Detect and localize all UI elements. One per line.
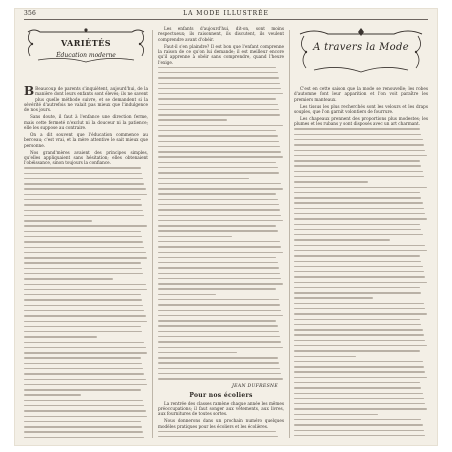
text-line [294, 245, 425, 246]
text-line [24, 299, 142, 300]
text-line [24, 236, 142, 237]
text-line [24, 284, 146, 285]
text-line [158, 209, 280, 210]
text-line [294, 292, 421, 293]
text-line [158, 93, 283, 94]
text-line [294, 334, 424, 335]
text-line [294, 139, 423, 140]
paragraph: La rentrée des classes ramène chaque année les mêmes préoccupations; il faut songer aux vêtements, aux livres, aux fournitures de toutes sortes. [158, 400, 284, 417]
text-line [24, 357, 141, 358]
text-line [294, 297, 373, 298]
text-line [24, 199, 141, 200]
text-line [294, 398, 424, 399]
text-line [294, 271, 424, 272]
text-line [158, 88, 281, 89]
text-line [24, 342, 144, 343]
text-line [294, 350, 420, 351]
right-column [294, 26, 428, 440]
text-line [24, 431, 143, 432]
text-line [294, 144, 424, 145]
text-line [294, 192, 420, 193]
illegible-text-block [158, 431, 284, 440]
paragraph: Faut-il s'en plaindre? Il est bon que l'enfant comprenne la raison de ce qu'on lui demande; il est meilleur encore qu'il apprenne à obéir sans comprendre, quand l'heure l'exige. [158, 43, 284, 65]
text-line [158, 230, 278, 231]
text-line [158, 193, 276, 194]
paragraph: B Beaucoup de parents s'inquiètent, aujourd'hui, de la manière dont leurs enfants sont élevés; ils ne savent plus quelle méthode suivre, et se demandent si la sévérité d'autrefois ne valait pas mieux que l'indulgence de nos jours. [24, 84, 148, 113]
text-line [294, 176, 424, 177]
text-line [158, 104, 278, 105]
text-line [24, 220, 92, 221]
text-line [158, 67, 276, 68]
text-line [24, 400, 143, 401]
text-line [158, 109, 279, 110]
text-line [294, 160, 420, 161]
text-line [158, 236, 232, 237]
text-line [294, 165, 421, 166]
text-line [158, 352, 237, 353]
text-line [158, 257, 276, 258]
paragraph: Les tissus les plus recherchés sont les velours et les draps souples, que l'on garnit volontiers de fourrure. [294, 103, 428, 114]
text-line [294, 382, 420, 383]
text-line [24, 173, 142, 174]
text-line [24, 336, 97, 337]
text-line [158, 215, 281, 216]
illegible-text-block [158, 67, 284, 380]
text-line [24, 278, 113, 279]
text-line [294, 419, 421, 420]
text-line [24, 241, 143, 242]
text-line [294, 408, 427, 409]
text-line [294, 202, 423, 203]
text-line [24, 225, 147, 226]
text-line [294, 239, 390, 240]
text-line [158, 151, 281, 152]
text-line [24, 326, 141, 327]
text-line [294, 266, 423, 267]
text-line [24, 405, 144, 406]
text-line [24, 305, 143, 306]
text-line [158, 373, 281, 374]
text-line [158, 220, 283, 221]
text-line [294, 435, 425, 436]
text-line [294, 208, 424, 209]
text-line [158, 98, 276, 99]
text-line [294, 150, 425, 151]
text-line [24, 289, 147, 290]
paragraph: C'est en cette saison que la mode se renouvelle; les robes d'automne font leur apparition et l'on voit paraître les premiers manteaux. [294, 86, 428, 102]
paragraph: Les enfants d'aujourd'hui, dit-on, sont moins respectueux; ils raisonnent, ils discutent, ils veulent comprendre avant d'obéir. [158, 26, 284, 42]
text-line [24, 394, 81, 395]
text-line [158, 188, 283, 189]
text-line [158, 283, 283, 284]
text-line [24, 262, 141, 263]
text-line [158, 241, 280, 242]
text-line [158, 273, 280, 274]
text-line [24, 389, 141, 390]
paragraph: Nous donnerons dans un prochain numéro quelques modèles pratiques pour les écoliers et les écolières. [158, 418, 284, 429]
text-line [294, 134, 421, 135]
text-line [24, 368, 143, 369]
text-line [294, 356, 356, 357]
text-line [294, 403, 425, 404]
text-line [158, 204, 279, 205]
text-line [158, 331, 279, 332]
text-line [294, 255, 420, 256]
text-line [158, 431, 276, 432]
text-line [294, 224, 420, 225]
text-line [158, 304, 280, 305]
column-title: VARIÉTÉS [60, 38, 112, 48]
text-line [294, 128, 420, 129]
text-line [294, 187, 427, 188]
text-line [294, 303, 424, 304]
text-line [294, 430, 424, 431]
paragraph: On a dit souvent que l'éducation commence au berceau; c'est vrai, et la mère attentive le sait mieux que personne. [24, 131, 148, 148]
text-line [158, 436, 278, 437]
text-line [294, 171, 423, 172]
text-line [294, 329, 423, 330]
text-line [158, 135, 278, 136]
text-line [158, 315, 283, 316]
text-line [294, 319, 420, 320]
text-line [24, 188, 146, 189]
text-line [24, 294, 141, 295]
text-line [158, 325, 278, 326]
text-line [24, 204, 142, 205]
text-line [158, 199, 278, 200]
text-line [158, 225, 276, 226]
illegible-text-block [294, 128, 428, 440]
text-line [294, 197, 421, 198]
text-line [158, 267, 279, 268]
text-line [158, 146, 280, 147]
text-line [24, 194, 147, 195]
ornamental-frame-icon [294, 26, 428, 82]
text-line [24, 437, 144, 438]
text-line [158, 141, 279, 142]
text-line [294, 218, 427, 219]
text-line [294, 181, 368, 182]
left-column [24, 26, 148, 440]
section-title: Pour nos écoliers [189, 391, 253, 399]
text-line [24, 310, 144, 311]
text-line [158, 357, 278, 358]
running-head [14, 8, 438, 22]
paragraph: Sans doute, il faut à l'enfance une direction ferme, mais cette fermeté n'exclut ni la douceur ni la patience; elle les suppose au contraire. [24, 114, 148, 130]
text-line [158, 310, 281, 311]
text-line [158, 278, 281, 279]
text-line [294, 308, 425, 309]
text-line [24, 363, 142, 364]
text-line [294, 377, 427, 378]
text-line [294, 387, 421, 388]
text-line [158, 320, 276, 321]
text-line [158, 125, 283, 126]
text-line [158, 347, 283, 348]
text-line [24, 331, 142, 332]
text-line [294, 345, 427, 346]
text-line [294, 371, 425, 372]
column-subtitle: Éducation moderne [56, 52, 116, 59]
text-line [158, 77, 279, 78]
text-line [294, 276, 425, 277]
text-line [294, 229, 421, 230]
magazine-page [14, 8, 438, 446]
text-line [158, 178, 249, 179]
text-line [158, 246, 281, 247]
middle-column [158, 26, 284, 440]
text-line [24, 273, 143, 274]
column-divider-right [289, 30, 290, 438]
text-line [294, 213, 425, 214]
text-line [158, 362, 279, 363]
text-line [158, 252, 283, 253]
page-number: 356 [24, 10, 37, 17]
text-line [24, 231, 141, 232]
text-line [158, 368, 280, 369]
text-line [294, 287, 420, 288]
text-line [158, 378, 283, 379]
column-divider-left [152, 30, 153, 438]
text-line [158, 167, 278, 168]
text-line [294, 414, 378, 415]
text-line [24, 247, 144, 248]
text-line [24, 252, 146, 253]
text-line [24, 167, 141, 168]
text-line [294, 361, 423, 362]
text-line [24, 321, 147, 322]
paragraph: Les chapeaux prennent des proportions plus modestes; les plumes et les rubans y sont disposés avec un art charmant. [294, 116, 428, 127]
illegible-text-block [24, 167, 148, 440]
text-line [294, 282, 427, 283]
text-line [294, 340, 425, 341]
text-line [158, 156, 283, 157]
text-line [158, 172, 279, 173]
text-line [158, 162, 276, 163]
text-line [24, 426, 142, 427]
text-line [24, 178, 143, 179]
text-line [24, 410, 146, 411]
text-line [294, 393, 423, 394]
text-line [24, 315, 146, 316]
text-line [158, 294, 216, 295]
text-line [158, 119, 227, 120]
text-line [158, 83, 280, 84]
text-line [294, 234, 423, 235]
text-line [24, 268, 142, 269]
text-line [24, 352, 147, 353]
text-line [294, 250, 427, 251]
author-signature: JEAN DUFRESNE [232, 383, 278, 389]
text-line [158, 341, 281, 342]
text-line [158, 262, 278, 263]
header-rule [24, 19, 428, 20]
text-line [294, 424, 423, 425]
paragraph: Nos grand'mères avaient des principes simples, qu'elles appliquaient sans hésitation; elles obtenaient l'obéissance, sinon toujours la confiance. [24, 149, 148, 166]
text-line [24, 421, 141, 422]
text-line [158, 114, 280, 115]
text-line [24, 384, 147, 385]
text-line [24, 183, 144, 184]
text-line [294, 324, 421, 325]
text-line [24, 379, 146, 380]
variétés-heading-frame [24, 26, 148, 82]
text-line [294, 313, 427, 314]
text-line [294, 155, 427, 156]
text-line [294, 366, 424, 367]
text-line [24, 210, 143, 211]
text-line [158, 336, 280, 337]
text-line [158, 299, 279, 300]
text-line [294, 261, 421, 262]
text-line [158, 288, 276, 289]
text-line [158, 72, 278, 73]
text-line [24, 257, 147, 258]
drop-cap: B [24, 84, 35, 98]
mode-heading-frame [294, 26, 428, 82]
text-line [158, 183, 281, 184]
text-line [158, 130, 276, 131]
text-line [24, 215, 144, 216]
text-line [24, 373, 144, 374]
journal-title: LA MODE ILLUSTRÉE [183, 10, 269, 17]
text-line [24, 347, 146, 348]
column-title: A travers la Mode [313, 42, 409, 53]
text-line [24, 416, 147, 417]
